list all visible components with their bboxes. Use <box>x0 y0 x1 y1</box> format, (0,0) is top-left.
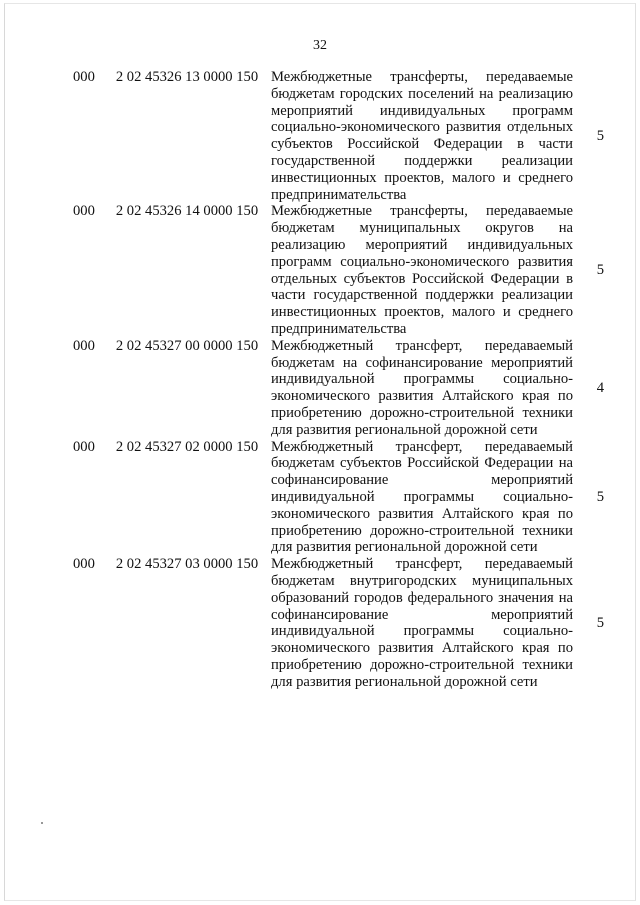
page-number: 32 <box>313 38 327 53</box>
budget-code-table <box>70 69 610 690</box>
table-row <box>70 338 610 439</box>
kbk-code: 2 02 45326 14 0000 150 <box>115 203 259 220</box>
kbk-code: 2 02 45327 02 0000 150 <box>115 438 259 455</box>
row-value: 4 <box>596 379 604 396</box>
row-value: 5 <box>596 127 604 144</box>
row-description: Межбюджетный трансферт, передаваемый бюджетам внутригородских муниципальных образований городов федерального значения на софинансирование мероприятий индивидуальной программы социально-экономического развития Алтайского края по приобретению дорожно-строительной техники для развития региональной дорожной сети <box>271 556 573 690</box>
row-description: Межбюджетный трансферт, передаваемый бюджетам субъектов Российской Федерации на софинансирование мероприятий индивидуальной программы социально-экономического развития Алтайского края по приобретению дорожно-строительной техники для развития региональной дорожной сети <box>271 438 573 556</box>
table-row <box>70 439 610 557</box>
kbk-code: 2 02 45326 13 0000 150 <box>115 69 259 85</box>
row-value: 5 <box>596 262 604 279</box>
row-value: 5 <box>596 614 604 631</box>
scan-speck <box>41 822 43 824</box>
admin-code: 000 <box>73 438 95 455</box>
table-row <box>70 203 610 337</box>
kbk-code: 2 02 45327 03 0000 150 <box>115 556 259 573</box>
table-row <box>70 556 610 690</box>
row-description: Межбюджетные трансферты, передаваемые бюджетам муниципальных округов на реализацию мероприятий индивидуальных программ социально-экономического развития отдельных субъектов Российской Федерации в части государственной поддержки реализации инвестиционных проектов, малого и среднего предпринимательства <box>271 203 573 337</box>
admin-code: 000 <box>73 203 95 220</box>
admin-code: 000 <box>73 337 95 354</box>
row-description: Межбюджетные трансферты, передаваемые бюджетам городских поселений на реализацию мероприятий индивидуальных программ социально-экономического развития отдельных субъектов Российской Федерации в части государственной поддержки реализации инвестиционных проектов, малого и среднего предпринимательства <box>271 69 573 203</box>
table-row <box>70 69 610 203</box>
row-value: 5 <box>596 488 604 505</box>
kbk-code: 2 02 45327 00 0000 150 <box>115 337 259 354</box>
admin-code: 000 <box>73 556 95 573</box>
row-description: Межбюджетный трансферт, передаваемый бюджетам на софинансирование мероприятий индивидуальной программы социально-экономического развития Алтайского края по приобретению дорожно-строительной техники для развития региональной дорожной сети <box>271 337 573 438</box>
admin-code: 000 <box>73 69 95 85</box>
